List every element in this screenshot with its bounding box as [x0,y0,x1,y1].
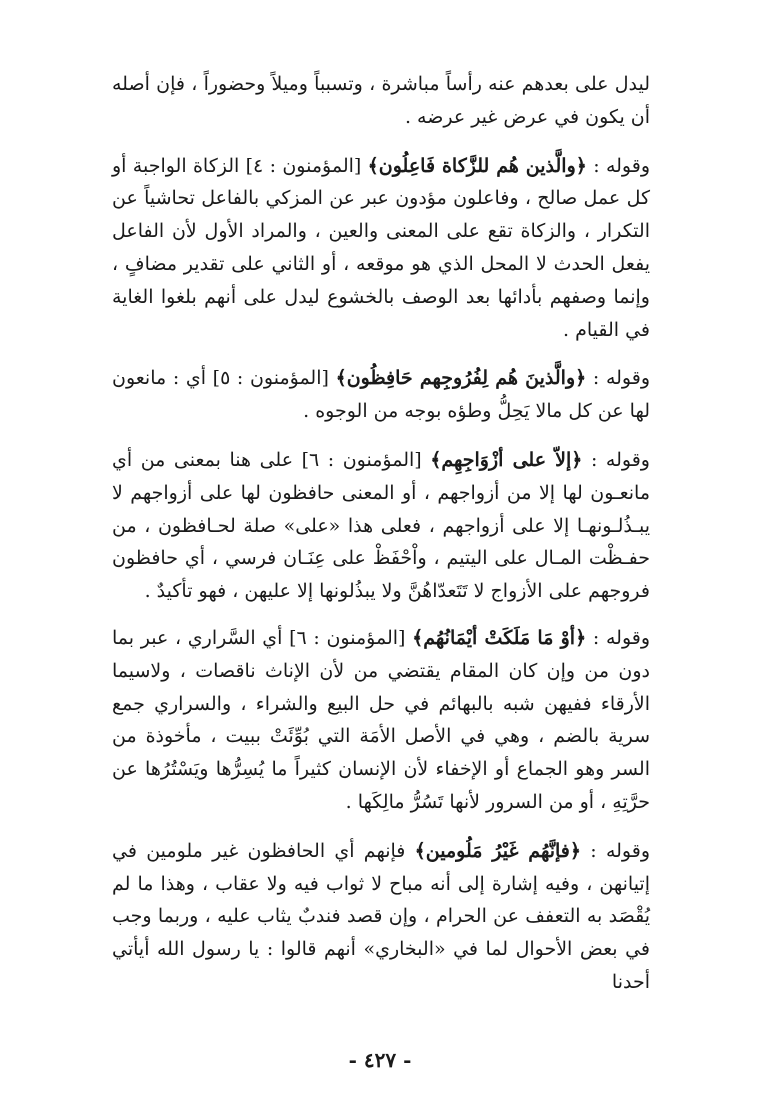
quran-verse-quote: ﴿والَّذين هُم للزَّكاة فَاعِلُون﴾ [367,154,587,177]
paragraph-1 [112,68,650,134]
paragraph-2-intro: وقوله : [586,154,651,177]
paragraph-3 [112,362,650,428]
paragraph-3-intro: وقوله : [586,367,651,390]
page-number: - ٤٢٧ - [348,1048,412,1072]
paragraph-4 [112,444,650,608]
quran-verse-quote: ﴿فإنَّهُم غَيْرُ مَلُومين﴾ [414,839,581,862]
paragraph-1-text: ليدل على بعدهم عنه رأساً مباشرة ، وتسبباً وميلاً وحضوراً ، فإن أصله أن يكون في عرض غير عرضه . [112,73,650,128]
paragraph-6 [112,835,650,999]
paragraph-2 [112,150,650,347]
quran-verse-quote: ﴿إلاّ على أزْوَاجِهِم﴾ [430,448,583,471]
paragraph-5-text: [المؤمنون : ٦] أي السَّراري ، عبر بما دون من وإن كان المقام يقتضي من لأن الإناث ناقصات ، ولاسيما الأرقاء ففيهن شبه بالبهائم في حل البيع والشراء ، والسراري جمع سرية بالضم ، وهي في الأصل الأمَة التي بُوِّئَتْ ببيت ، مأخوذة من السر وهو الجماع أو الإخفاء لأن الإنسان كثيراً ما يُسِرُّها ويَسْتُرُها عن حرَّتِهِ ، أو من السرور لأنها تَسُرُّ مالِكَها . [112,626,650,813]
paragraph-4-intro: وقوله : [582,448,650,471]
paragraph-5 [112,622,650,819]
paragraph-6-text: فإنهم أي الحافظون غير ملومين في إتيانهن ، وفيه إشارة إلى أنه مباح لا ثواب فيه ولا عقاب ، وهذا ما لم يُقْصَد به التعفف عن الحرام ، وإن قصد فندبٌ يثاب عليه ، وربما وجب في بعض الأحوال لما في «البخاري» أنهم قالوا : يا رسول الله أيأتي أحدنا [112,839,650,993]
paragraph-5-intro: وقوله : [586,626,651,649]
paragraph-3-text: [المؤمنون : ٥] أي : مانعون لها عن كل مالا يَحِلُّ وطؤه بوجه من الوجوه . [112,367,650,423]
quran-verse-quote: ﴿والَّذينَ هُم لِفُرُوجِهم حَافِظُون﴾ [335,367,587,390]
paragraph-6-intro: وقوله : [581,839,650,862]
paragraph-2-text: [المؤمنون : ٤] الزكاة الواجبة أو كل عمل صالح ، وفاعلون مؤدون عبر عن المزكي بالفاعل تحاشياً عن التكرار ، والزكاة تقع على المعنى والعين ، والمراد الأول لأن الفاعل يفعل الحدث لا المحل الذي هو موقعه ، أو الثاني على تقدير مضافٍ ، وإنما وصفهم بأدائها بعد الوصف بالخشوع ليدل على أنهم بلغوا الغاية في القيام . [112,154,650,341]
paragraph-4-text: [المؤمنون : ٦] على هنا بمعنى من أي مانعـون لها إلا من أزواجهم ، أو المعنى حافظون لها على أزواجهم لا يبـذُلـونهـا إلا على أزواجهم ، فعلى هذا «على» صلة لحـافظون ، من حفـظْت المـال على اليتيم ، واْحْفَظْ على عِنَـان فرسي ، أي حافظون فروجهم على الأزواج لا تَتَعدّاهُنَّ ولا يبذُلونها إلا عليهن ، فهو تأكيدٌ . [112,448,650,603]
quran-verse-quote: ﴿أوْ مَا مَلَكَتْ أيْمَانُهُم﴾ [412,626,587,649]
